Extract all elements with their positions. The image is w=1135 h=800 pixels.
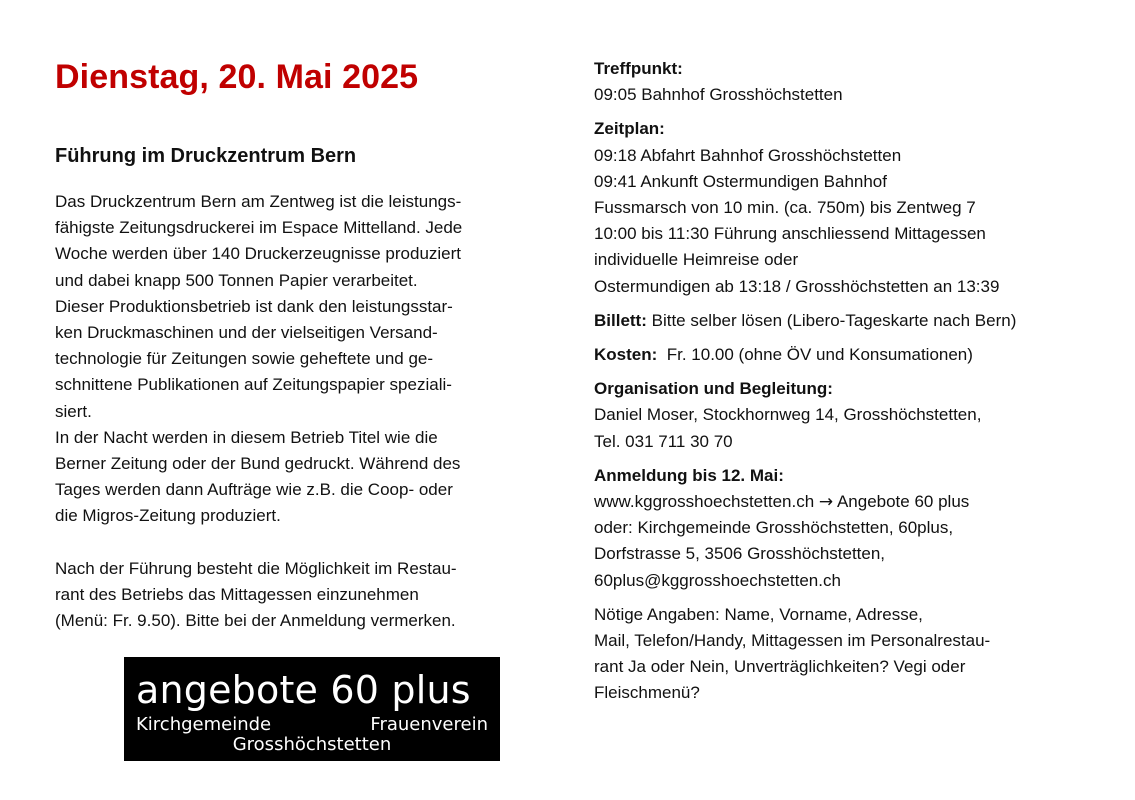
right-column — [594, 56, 1114, 715]
arrow-right-icon: → — [818, 492, 834, 513]
zeitplan-line: individuelle Heimreise oder — [594, 250, 799, 270]
anmeldung-line: Dorfstrasse 5, 3506 Grosshöchstetten, — [594, 544, 886, 564]
text-line: Das Druckzentrum Bern am Zentweg ist die leistungs- — [55, 192, 462, 211]
restaurant-paragraph — [55, 556, 555, 635]
text-line: schnittene Publikationen auf Zeitungspapier speziali- — [55, 375, 452, 395]
angaben-line: Nötige Angaben: Name, Vorname, Adresse, — [594, 604, 923, 624]
text-line: siert. — [55, 401, 92, 421]
zeitplan-line: Fussmarsch von 10 min. (ca. 750m) bis Zentweg 7 — [594, 198, 976, 218]
text-line: ken Druckmaschinen und der vielseitigen Versand- — [55, 323, 438, 343]
logo-title: angebote 60 plus — [136, 668, 471, 712]
billett-section — [594, 308, 1114, 334]
kosten-section — [594, 342, 1114, 368]
text-line: und dabei knapp 500 Tonnen Papier verarbeitet. — [55, 270, 418, 290]
text-line: fähigste Zeitungsdruckerei im Espace Mittelland. Jede — [55, 218, 463, 238]
zeitplan-heading: Zeitplan: — [594, 119, 665, 139]
zeitplan-line: 10:00 bis 11:30 Führung anschliessend Mittagessen — [594, 224, 986, 244]
event-subtitle: Führung im Druckzentrum Bern — [55, 145, 357, 167]
kosten-text: Fr. 10.00 (ohne ÖV und Konsumationen) — [657, 345, 973, 365]
text-line: Berner Zeitung oder der Bund gedruckt. Während des — [55, 454, 461, 474]
anmeldung-website-line — [594, 489, 1114, 515]
text-line: Tages werden dann Aufträge wie z.B. die Coop- oder — [55, 480, 453, 500]
angaben-line: Fleischmenü? — [594, 683, 700, 703]
logo-kirchgemeinde: Kirchgemeinde — [136, 714, 272, 735]
text-line: die Migros-Zeitung produziert. — [55, 506, 281, 526]
angaben-section — [594, 602, 1114, 707]
zeitplan-line: Ostermundigen ab 13:18 / Grosshöchstetten an 13:39 — [594, 276, 1000, 296]
kosten-label: Kosten: — [594, 345, 658, 365]
event-date-title: Dienstag, 20. Mai 2025 — [55, 58, 419, 96]
logo-frauenverein: Frauenverein — [370, 714, 488, 735]
treffpunkt-line: 09:05 Bahnhof Grosshöchstetten — [594, 85, 843, 105]
organisation-line: Daniel Moser, Stockhornweg 14, Grosshöchstetten, — [594, 405, 982, 425]
billett-text: Bitte selber lösen (Libero-Tageskarte nach Bern) — [646, 310, 1017, 330]
text-line: Dieser Produktionsbetrieb ist dank den leistungsstar- — [55, 296, 453, 316]
treffpunkt-heading: Treffpunkt: — [594, 59, 683, 78]
anmeldung-section — [594, 463, 1114, 594]
website-target: Angebote 60 plus — [833, 492, 970, 512]
organisation-section — [594, 376, 1114, 455]
logo-grosshoechstetten: Grosshöchstetten — [232, 734, 392, 755]
text-line: technologie für Zeitungen sowie geheftete und ge- — [55, 349, 434, 369]
description-paragraph — [55, 189, 555, 530]
website-link[interactable]: www.kggrosshoechstetten.ch — [594, 492, 815, 512]
text-line: rant des Betriebs das Mittagessen einzunehmen — [55, 584, 419, 604]
angebote-60-plus-logo — [124, 657, 500, 761]
zeitplan-line: 09:41 Ankunft Ostermundigen Bahnhof — [594, 171, 887, 191]
treffpunkt-section — [594, 56, 1114, 108]
organisation-heading: Organisation und Begleitung: — [594, 379, 833, 399]
zeitplan-line: 09:18 Abfahrt Bahnhof Grosshöchstetten — [594, 145, 902, 165]
billett-line — [594, 308, 1114, 334]
text-line: In der Nacht werden in diesem Betrieb Titel wie die — [55, 427, 438, 447]
text-line: (Menü: Fr. 9.50). Bitte bei der Anmeldung vermerken. — [55, 611, 456, 631]
text-line: Nach der Führung besteht die Möglichkeit im Restau- — [55, 558, 457, 578]
angaben-line: rant Ja oder Nein, Unverträglichkeiten? Vegi oder — [594, 657, 966, 677]
organisation-line: Tel. 031 711 30 70 — [594, 431, 733, 451]
angaben-line: Mail, Telefon/Handy, Mittagessen im Personalrestau- — [594, 631, 991, 651]
left-column — [55, 55, 555, 634]
anmeldung-line: oder: Kirchgemeinde Grosshöchstetten, 60plus, — [594, 518, 954, 538]
email-link[interactable]: 60plus@kggrosshoechstetten.ch — [594, 570, 841, 590]
kosten-line — [594, 342, 1114, 368]
zeitplan-section — [594, 116, 1114, 299]
text-line: Woche werden über 140 Druckerzeugnisse produziert — [55, 244, 462, 264]
anmeldung-heading: Anmeldung bis 12. Mai: — [594, 465, 784, 485]
billett-label: Billett: — [594, 310, 647, 330]
